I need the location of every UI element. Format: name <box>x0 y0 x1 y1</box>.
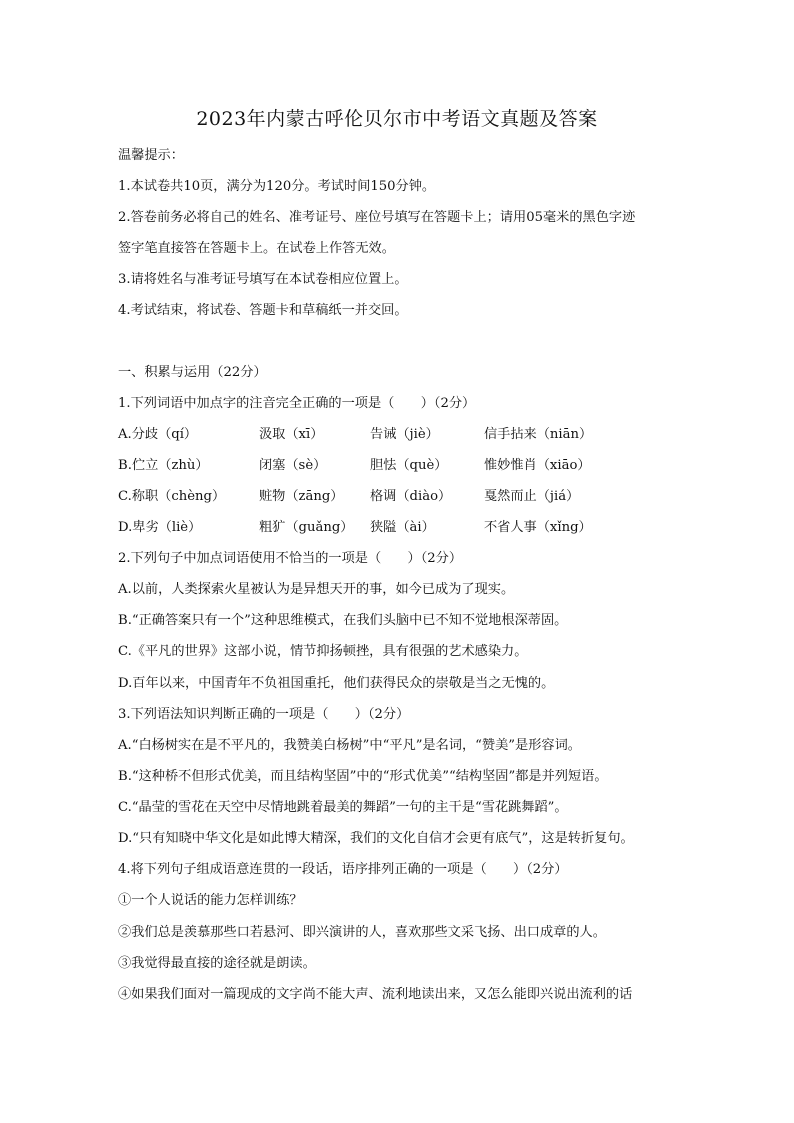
q1-option-a-word: 信手拈来（niān） <box>484 427 593 442</box>
q1-option-d-word: 粗犷（guǎng） <box>259 520 354 535</box>
q1-option-b: B.伫立（zhù） <box>118 458 209 473</box>
q1-option-c-word: 戛然而止（jiá） <box>484 489 580 504</box>
q1-option-d-word: 不省人事（xǐng） <box>484 520 592 535</box>
section-heading: 一、积累与运用（22分） <box>118 365 267 380</box>
q1-option-b-word: 闭塞（sè） <box>259 458 327 473</box>
q1-option-a: A.分歧（qí） <box>118 427 198 442</box>
question-stem: 1.下列词语中加点字的注音完全正确的一项是（ ）（2分） <box>118 396 476 411</box>
q4-sentence-3: ③我觉得最直接的途径就是朗读。 <box>118 956 316 971</box>
q1-option-c: C.称职（chèng） <box>118 489 226 504</box>
q1-option-d-word: 狭隘（ài） <box>370 520 435 535</box>
q1-option-b-word: 胆怯（què） <box>370 458 448 473</box>
q2-option-b: B.“正确答案只有一个”这种思维模式，在我们头脑中已不知不觉地根深蒂固。 <box>118 613 568 628</box>
tip-item: 4.考试结束，将试卷、答题卡和草稿纸一并交回。 <box>118 303 408 318</box>
q3-option-d: D.“只有知晓中华文化是如此博大精深，我们的文化自信才会更有底气”，这是转折复句。 <box>118 831 634 846</box>
question-stem: 4.将下列句子组成语意连贯的一段话，语序排列正确的一项是（ ）（2分） <box>118 862 568 877</box>
q2-option-a: A.以前，人类探索火星被认为是异想天开的事，如今已成为了现实。 <box>118 582 515 597</box>
q3-option-a: A.“白杨树实在是不平凡的，我赞美白杨树”中“平凡”是名词，“赞美”是形容词。 <box>118 738 581 753</box>
question-stem: 2.下列句子中加点词语使用不恰当的一项是（ ）（2分） <box>118 551 463 566</box>
q3-option-c: C.“晶莹的雪花在天空中尽情地跳着最美的舞蹈”一句的主干是“雪花跳舞蹈”。 <box>118 800 568 815</box>
q4-sentence-2: ②我们总是羡慕那些口若悬河、即兴演讲的人，喜欢那些文采飞扬、出口成章的人。 <box>118 925 606 940</box>
tip-item: 2.答卷前务必将自己的姓名、准考证号、座位号填写在答题卡上；请用05毫米的黑色字迹 <box>118 210 636 225</box>
q1-option-c-word: 赃物（zāng） <box>259 489 344 504</box>
tip-item: 签字笔直接答在答题卡上。在试卷上作答无效。 <box>118 241 395 256</box>
q1-option-a-word: 告诫（jiè） <box>370 427 439 442</box>
q2-option-c: C.《平凡的世界》这部小说，情节抑扬顿挫，具有很强的艺术感染力。 <box>118 644 528 659</box>
q1-option-c-word: 格调（diào） <box>370 489 452 504</box>
tip-item: 3.请将姓名与准考证号填写在本试卷相应位置上。 <box>118 272 408 287</box>
q4-sentence-1: ①一个人说话的能力怎样训练？ <box>118 893 303 908</box>
q1-option-a-word: 汲取（xī） <box>259 427 324 442</box>
page-title: 2023年内蒙古呼伦贝尔市中考语文真题及答案 <box>196 108 598 130</box>
tip-item: 1.本试卷共10页，满分为120分。考试时间150分钟。 <box>118 179 436 194</box>
q1-option-d: D.卑劣（liè） <box>118 520 202 535</box>
tips-heading: 温馨提示： <box>118 148 184 163</box>
q4-sentence-4: ④如果我们面对一篇现成的文字尚不能大声、流利地读出来，又怎么能即兴说出流利的话 <box>118 987 633 1002</box>
question-stem: 3.下列语法知识判断正确的一项是（ ）（2分） <box>118 707 410 722</box>
q1-option-b-word: 惟妙惟肖（xiāo） <box>484 458 591 473</box>
q2-option-d: D.百年以来，中国青年不负祖国重托，他们获得民众的崇敬是当之无愧的。 <box>118 676 555 691</box>
q3-option-b: B.“这种桥不但形式优美，而且结构坚固”中的“形式优美”“结构坚固”都是并列短语。 <box>118 769 608 784</box>
